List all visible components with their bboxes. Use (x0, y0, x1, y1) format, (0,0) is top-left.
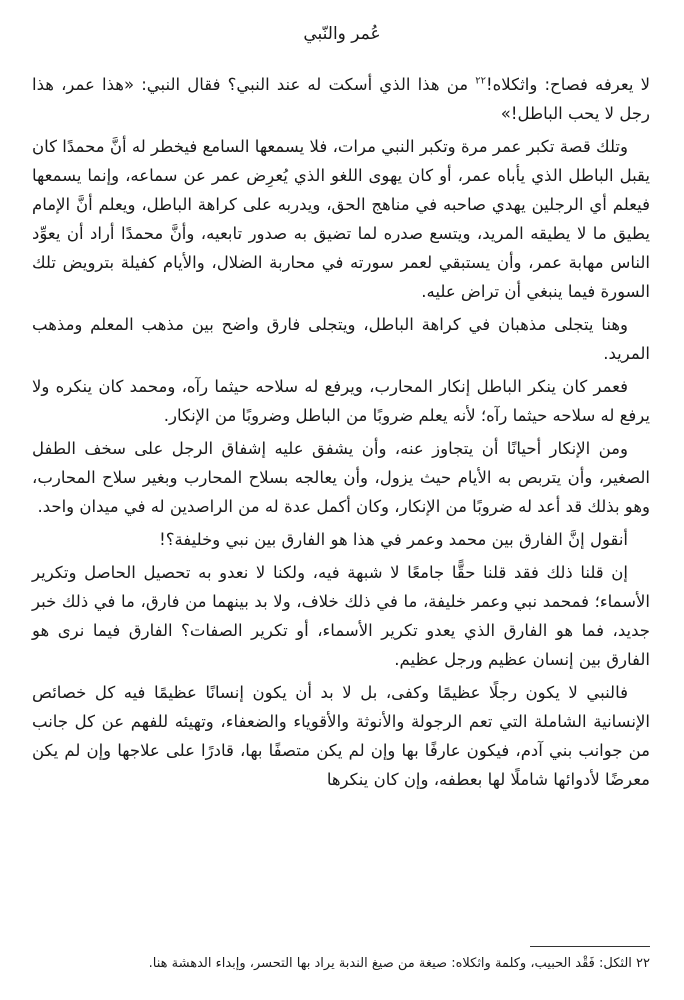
paragraph-1-before-note: لا يعرفه فصاح: واثكلاه! (485, 75, 650, 94)
running-title: عُمر والنّبي (303, 24, 381, 44)
body-text (32, 70, 650, 798)
footnote-divider (530, 946, 650, 947)
paragraph-5: ومن الإنكار أحيانًا أن يتجاوز عنه، وأن يشفق عليه إشفاق الرجل على سخف الطفل الصغير، وأن يتربص به الأيام حيث يزول، وأن يعالجه بسلاح المحارب وبغير سلاح المحارب، وهو بذلك قد أعد له ضروبًا من الإنكار، وكان أكمل عدة له من الراصدين له في ميدان واحد. (32, 439, 650, 516)
paragraph-6: أنقول إنَّ الفارق بين محمد وعمر في هذا هو الفارق بين نبي وخليفة؟! (159, 530, 628, 549)
paragraph-1-after-note: من هذا الذي أسكت له عند النبي؟ فقال النبي: «هذا عمر، هذا رجل لا يحب الباطل!» (32, 75, 650, 123)
paragraph-2: وتلك قصة تكبر عمر مرة وتكبر النبي مرات، فلا يسمعها السامع فيخطر له أنَّ محمدًا كان يقبل الباطل الذي يأباه عمر، أو كان يهوى اللغو الذي يُعرِض عمر عن سماعه، وإنما يسمعها فيعلم أي الرجلين يهدي صاحبه في مناهج الحق، ويدربه على كراهة الباطل، ويعلم أنَّ الإمام يطيق ما لا يطيقه المريد، ويتسع صدره لما تضيق به صدور تابعيه، وأنَّ محمدًا أراد أن يعوِّد الناس مهابة عمر، وأن يستبقي لعمر سورته في محاربة الضلال، والأيام كفيلة بترويض تلك السورة فيما ينبغي أن تراض عليه. (32, 137, 650, 301)
paragraph-7: إن قلنا ذلك فقد قلنا حقًّا جامعًا لا شبهة فيه، ولكنا لا نعدو به تحصيل الحاصل وتكرير الأسماء؛ فمحمد نبي وعمر خليفة، ما في ذلك خلاف، ولا بد بينهما من فارق، ما في ذلك خبر جديد، فما هو الفارق الذي يعدو تكرير الأسماء، أو تكرير الصفات؟ الفارق فيما نرى هو الفارق بين إنسان عظيم ورجل عظيم. (32, 563, 650, 669)
paragraph-8: فالنبي لا يكون رجلًا عظيمًا وكفى، بل لا بد أن يكون إنسانًا عظيمًا فيه كل خصائص الإنسانية الشاملة التي تعم الرجولة والأنوثة والأقوياء والضعفاء، وتهيئه للفهم عن كل جانب من جوانب بني آدم، فيكون عارفًا بها وإن لم يكن متصفًا بها، قادرًا على علاجها وإن لم يكن معرضًا لأدوائها شاملًا لها بعطفه، وإن كان ينكرها (32, 683, 650, 789)
paragraph-1 (32, 70, 650, 128)
footnote-text: الثكل: فَقْد الحبيب، وكلمة واثكلاه: صيغة من صيغ الندبة يراد بها التحسر، وإبداء الدهشة هنا. (148, 956, 637, 971)
paragraph-3: وهنا يتجلى مذهبان في كراهة الباطل، ويتجلى فارق واضح بين مذهب المعلم ومذهب المريد. (32, 315, 650, 363)
paragraph-4: فعمر كان ينكر الباطل إنكار المحارب، ويرفع له سلاحه حيثما رآه، ومحمد كان ينكره ولا يرفع له سلاحه حيثما رآه؛ لأنه يعلم ضروبًا من الباطل وضروبًا من الإنكار. (32, 377, 650, 425)
footnote-number: ٢٢ (636, 956, 650, 971)
footnote-reference[interactable]: ٢٢ (475, 75, 486, 87)
footnote (32, 954, 650, 974)
